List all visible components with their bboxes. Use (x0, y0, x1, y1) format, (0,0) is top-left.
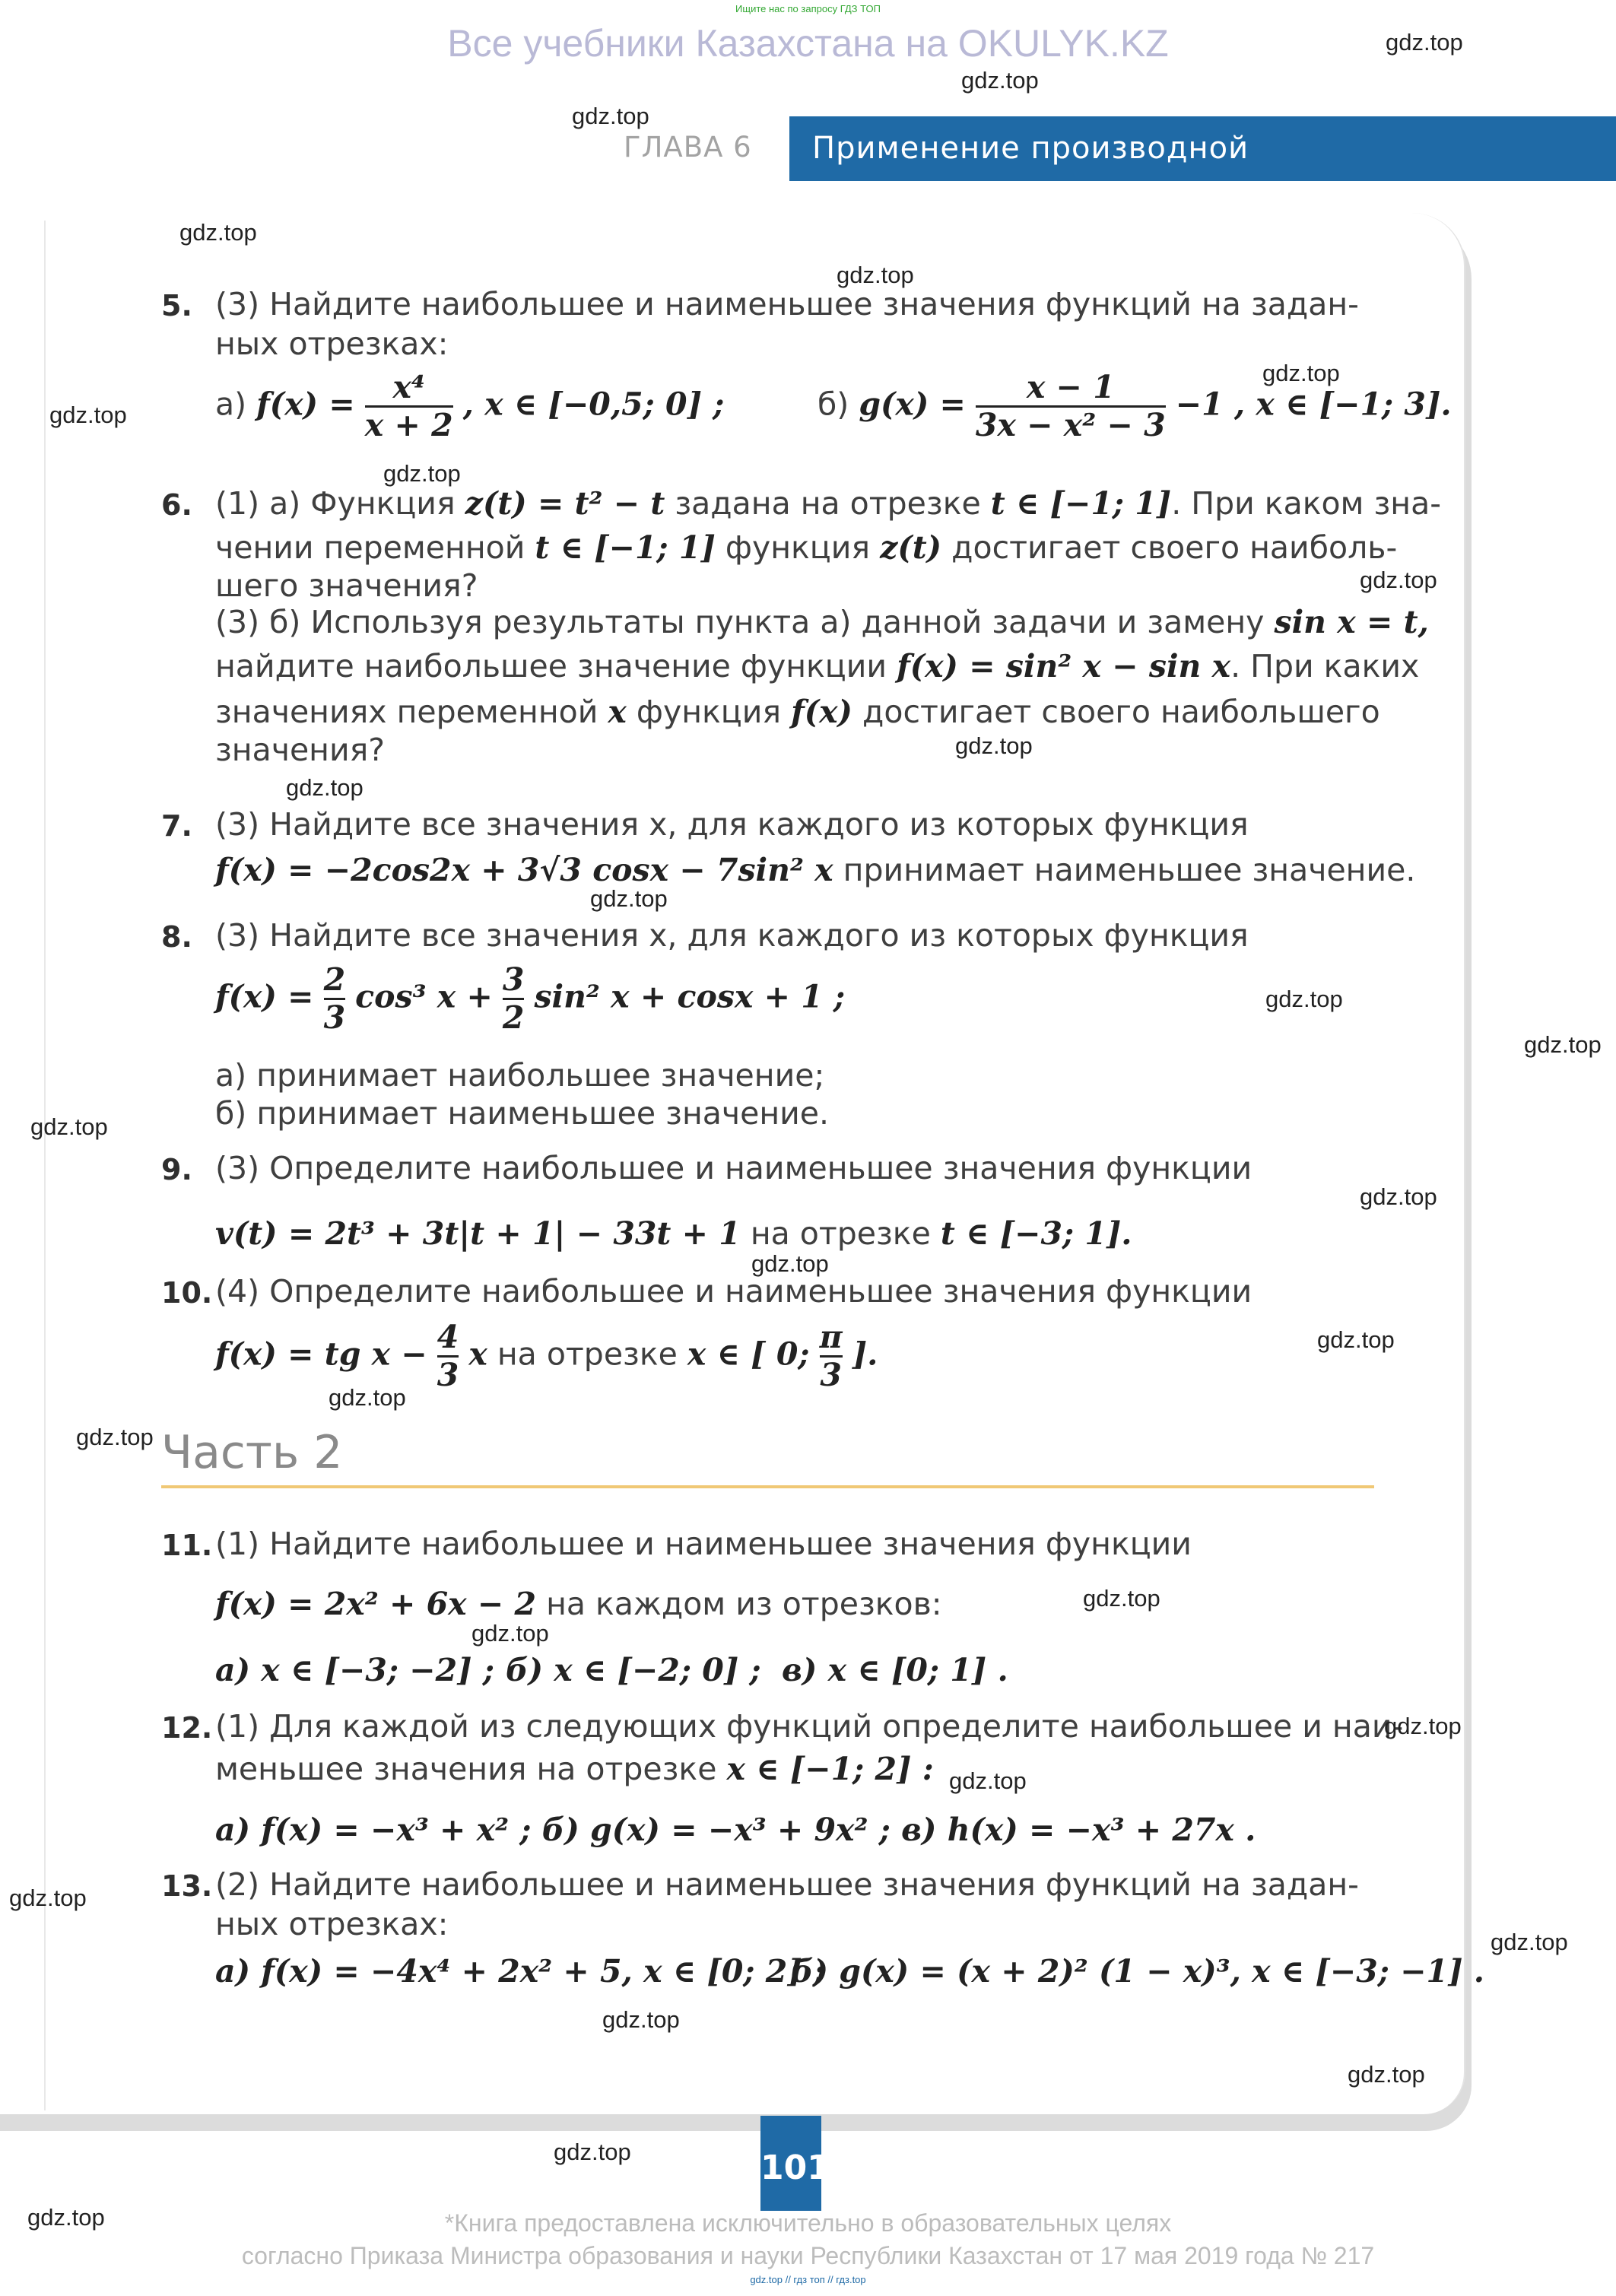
problem-text: а) принимает наибольшее значение; (215, 1057, 825, 1094)
watermark: gdz.top (572, 103, 649, 129)
fraction (324, 962, 346, 1036)
problem-text (215, 694, 1380, 730)
problem-text: ных отрезках: (215, 1906, 449, 1942)
text: значениях переменной (215, 694, 598, 730)
watermark: gdz.top (1360, 567, 1437, 593)
formula: в) x ∈ [0; 1] . (782, 1652, 1008, 1688)
watermark: gdz.top (1265, 986, 1343, 1012)
problem-text (215, 485, 1441, 522)
problem-text: (3) Найдите все значения x, для каждого из которых функция (215, 917, 1249, 954)
problem-text: ных отрезках: (215, 326, 449, 362)
watermark: gdz.top (1491, 1929, 1568, 1955)
watermark: gdz.top (602, 2006, 680, 2033)
problem-text (215, 1215, 1132, 1252)
formula: ]. (852, 1335, 878, 1373)
watermark: gdz.top (30, 1113, 108, 1140)
formula: f(x) = (256, 386, 355, 423)
watermark: gdz.top (955, 732, 1033, 759)
formula-line (215, 1812, 1256, 1848)
footer-line: согласно Приказа Министра образования и науки Республики Казахстан от 17 мая 2019 года № 217 (241, 2242, 1375, 2269)
watermark: gdz.top (1262, 360, 1340, 386)
text: принимает наименьшее значение. (843, 852, 1416, 888)
problem-text (215, 1751, 934, 1787)
formula-line (215, 1953, 824, 1990)
problem-number: 12. (161, 1711, 213, 1745)
formula: f(x) = sin² x − sin x (897, 648, 1231, 684)
formula-line (791, 1953, 1484, 1990)
formula: f(x) = (215, 978, 314, 1015)
problem-text: (3) Найдите все значения x, для каждого из которых функция (215, 806, 1249, 843)
problem-number: 6. (161, 488, 192, 522)
fraction (820, 1319, 843, 1393)
watermark: gdz.top (949, 1767, 1027, 1794)
problem-text: (1) Найдите наибольшее и наименьшее значения функции (215, 1526, 1192, 1562)
watermark: gdz.top (286, 774, 364, 801)
problem-number: 8. (161, 920, 192, 954)
denominator: 3 (437, 1357, 459, 1394)
problem-text: шего значения? (215, 567, 478, 604)
watermark: gdz.top (751, 1250, 829, 1277)
fraction (437, 1319, 459, 1393)
watermark: gdz.top (1083, 1585, 1160, 1612)
formula: x ∈ [−1; 2] : (726, 1751, 934, 1787)
top-note: Ищите нас по запросу ГДЗ ТОП (735, 3, 881, 14)
chapter-title: Применение производной (812, 131, 1249, 166)
bottom-note: gdz.top // гдз топ // гдз.top (750, 2274, 866, 2285)
problem-text: значения? (215, 732, 386, 768)
numerator: x − 1 (1026, 369, 1115, 405)
fraction (976, 370, 1166, 443)
formula: б) x ∈ [−2; 0] ; (506, 1652, 761, 1688)
watermark: gdz.top (27, 2204, 105, 2231)
fraction (503, 962, 525, 1036)
formula: x (608, 694, 627, 730)
problem-text (215, 604, 1429, 640)
text: чении переменной (215, 529, 525, 566)
denominator: 3x − x² − 3 (975, 407, 1166, 444)
problem-number: 9. (161, 1153, 192, 1186)
text: на отрезке (497, 1335, 678, 1373)
formula: v(t) = 2t³ + 3t|t + 1| − 33t + 1 (215, 1215, 741, 1252)
problem-number: 5. (161, 289, 192, 322)
text: задана на отрезке (675, 485, 981, 522)
formula: sin x = t, (1274, 604, 1429, 640)
problem-number: 13. (161, 1869, 213, 1903)
panel-margin-rule (44, 221, 46, 2110)
formula-line (506, 1652, 761, 1688)
numerator: 4 (437, 1319, 459, 1355)
denominator: 3 (820, 1357, 842, 1394)
formula: −1 , x ∈ [−1; 3]. (1175, 386, 1452, 423)
problem-text: (3) Определите наибольшее и наименьшее значения функции (215, 1150, 1252, 1186)
watermark: gdz.top (554, 2139, 631, 2165)
text: функция (636, 694, 782, 730)
text: (3) б) Используя результаты пункта а) данной задачи и замену (215, 604, 1265, 640)
footer-line: *Книга предоставлена исключительно в образовательных целях (444, 2209, 1172, 2237)
problem-number: 10. (161, 1276, 213, 1310)
problem-text (215, 529, 1397, 566)
watermark: gdz.top (1360, 1183, 1437, 1210)
watermark: gdz.top (49, 402, 127, 428)
problem-number: 7. (161, 809, 192, 843)
problem-text: (1) Для каждой из следующих функций определите наибольшее и наи- (215, 1708, 1404, 1745)
formula: б) g(x) = (x + 2)² (1 − x)³, x ∈ [−3; −1] . (791, 1953, 1485, 1990)
formula: t ∈ [−3; 1]. (940, 1215, 1132, 1252)
formula-line (215, 962, 845, 1036)
formula: t ∈ [−1; 1] (990, 485, 1172, 522)
text: функция (725, 529, 871, 566)
formula: z(t) (880, 529, 942, 566)
formula-line (215, 1319, 878, 1393)
problem-text (215, 648, 1419, 684)
numerator: 2 (323, 961, 346, 998)
problem-text: (3) Найдите наибольшее и наименьшее значения функций на задан- (215, 286, 1359, 322)
watermark: gdz.top (1384, 1713, 1462, 1739)
page-number: 101 (760, 2148, 830, 2187)
watermark: gdz.top (1317, 1326, 1395, 1353)
numerator: π (819, 1319, 843, 1355)
formula: sin² x + cosx + 1 ; (534, 978, 846, 1015)
formula: а) f(x) = −4x⁴ + 2x² + 5, x ∈ [0; 2] ; (215, 1953, 825, 1990)
formula-line (215, 370, 724, 443)
denominator: 3 (323, 999, 346, 1037)
text: достигает своего наибольшего (862, 694, 1380, 730)
watermark: gdz.top (76, 1424, 154, 1450)
formula: а) f(x) = −x³ + x² ; б) g(x) = −x³ + 9x² ; в) h(x) = −x³ + 27x . (215, 1812, 1256, 1848)
text: на отрезке (750, 1215, 931, 1252)
formula: а) x ∈ [−3; −2] ; (215, 1652, 494, 1688)
formula: f(x) (791, 694, 852, 730)
numerator: x⁴ (392, 369, 425, 405)
text: меньшее значения на отрезке (215, 1751, 717, 1787)
part-divider (161, 1485, 1374, 1488)
denominator: x + 2 (364, 407, 453, 444)
formula: cos³ x + (355, 978, 493, 1015)
problem-text (215, 852, 1415, 888)
part-title: Часть 2 (161, 1426, 343, 1479)
formula-line (215, 1652, 494, 1688)
text: . При каком зна- (1171, 485, 1442, 522)
formula: x (468, 1335, 487, 1373)
denominator: 2 (502, 999, 525, 1037)
watermark: gdz.top (1524, 1031, 1602, 1058)
formula-line (782, 1652, 1008, 1688)
numerator: 3 (502, 961, 525, 998)
item-label: а) (215, 386, 247, 423)
problem-text: (2) Найдите наибольшее и наименьшее значения функций на задан- (215, 1866, 1359, 1903)
formula: t ∈ [−1; 1] (535, 529, 716, 566)
watermark: gdz.top (1386, 29, 1463, 56)
problem-text: б) принимает наименьшее значение. (215, 1095, 830, 1132)
text: (1) а) Функция (215, 485, 456, 522)
text: найдите наибольшее значение функции (215, 648, 887, 684)
watermark: gdz.top (1348, 2061, 1425, 2088)
chapter-label: ГЛАВА 6 (624, 131, 752, 164)
formula: f(x) = −2cos2x + 3√3 cosx − 7sin² x (215, 852, 833, 888)
watermark: gdz.top (471, 1620, 549, 1647)
watermark: gdz.top (590, 885, 668, 912)
text: . При каких (1230, 648, 1420, 684)
text: на каждом из отрезков: (546, 1586, 942, 1622)
item-label: б) (818, 386, 849, 423)
watermark: gdz.top (961, 67, 1039, 94)
text: достигает своего наиболь- (951, 529, 1398, 566)
problem-number: 11. (161, 1529, 213, 1562)
watermark: gdz.top (9, 1885, 87, 1911)
formula: f(x) = tg x − (215, 1335, 427, 1373)
problem-text: (4) Определите наибольшее и наименьшее значения функции (215, 1273, 1252, 1310)
formula: g(x) = (859, 386, 966, 423)
watermark: gdz.top (837, 262, 914, 288)
problem-text (215, 1586, 942, 1622)
formula-line (818, 370, 1452, 443)
formula: x ∈ [ 0; (687, 1335, 810, 1373)
formula: f(x) = 2x² + 6x − 2 (215, 1586, 537, 1622)
watermark: gdz.top (179, 219, 257, 246)
formula: z(t) = t² − t (465, 485, 665, 522)
watermark: gdz.top (383, 460, 461, 487)
site-banner[interactable]: Все учебники Казахстана на OKULYK.KZ (447, 22, 1169, 65)
formula: , x ∈ [−0,5; 0] ; (462, 386, 725, 423)
watermark: gdz.top (329, 1384, 406, 1411)
fraction (365, 370, 453, 443)
